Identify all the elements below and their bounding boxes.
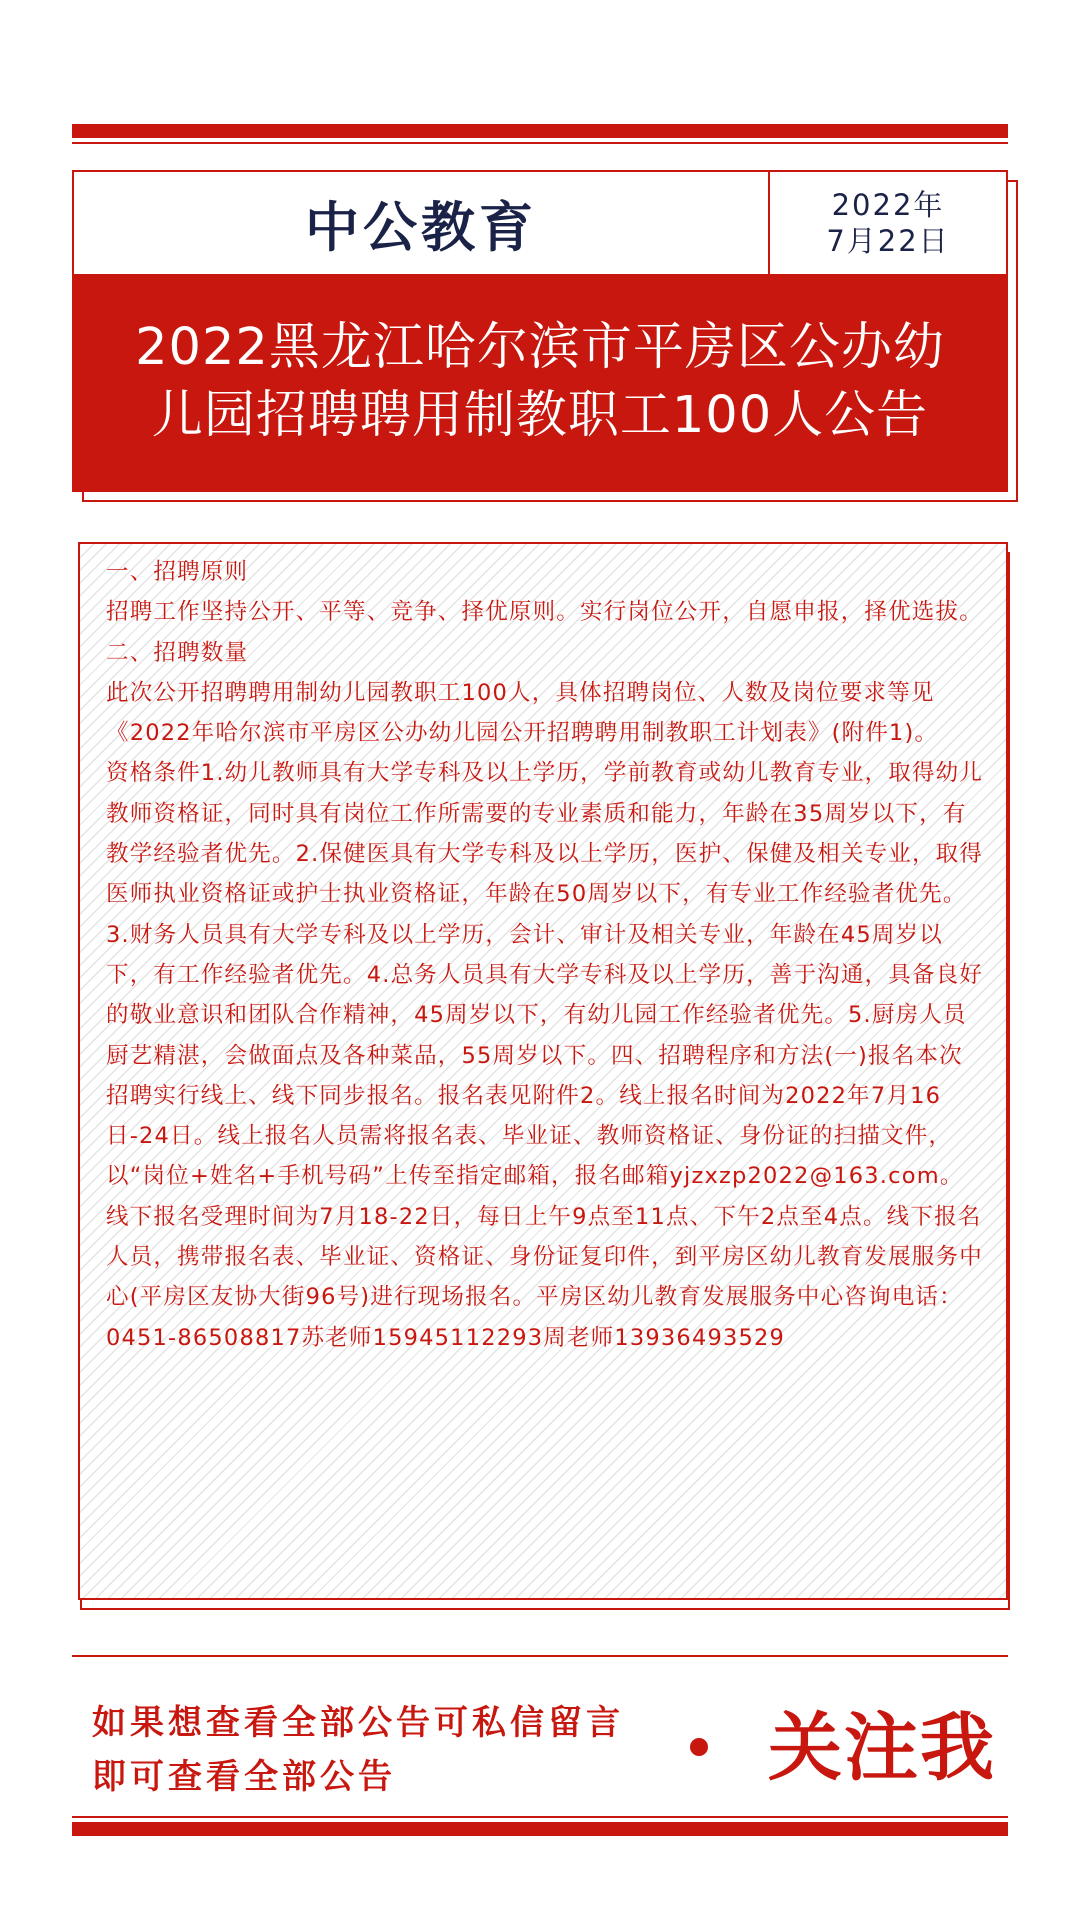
- follow-button[interactable]: 关注我: [768, 1705, 996, 1791]
- section-heading-quantity: 二、招聘数量: [106, 639, 249, 666]
- announcement-title: 2022黑龙江哈尔滨市平房区公办幼儿园招聘聘用制教职工100人公告: [135, 318, 945, 445]
- footer-note-line1: 如果想查看全部公告可私信留言: [92, 1703, 624, 1743]
- body-text: [106, 552, 986, 1358]
- footer-note: [92, 1696, 692, 1804]
- quantity-text: 此次公开招聘聘用制幼儿园教职工100人，具体招聘岗位、人数及岗位要求等见《2022年哈尔滨市平房区公办幼儿园公开招聘聘用制教职工计划表》(附件1)。: [106, 679, 939, 747]
- title-banner: [74, 274, 1006, 490]
- header-card: [72, 170, 1008, 492]
- principle-text: 招聘工作坚持公开、平等、竞争、择优原则。实行岗位公开，自愿申报，择优选拔。: [106, 599, 983, 626]
- brand-name: 中公教育: [305, 195, 537, 259]
- top-decor-bar: [72, 124, 1008, 138]
- section-heading-principle: 一、招聘原则: [106, 559, 249, 585]
- date-year: 2022年: [831, 188, 945, 222]
- date-month-day: 7月22日: [826, 224, 950, 258]
- qualification-text: 资格条件1.幼儿教师具有大学专科及以上学历，学前教育或幼儿教育专业，取得幼儿教师资格证，同时具有岗位工作所需要的专业素质和能力，年龄在35周岁以下，有教学经验者优先。2.保健医具有大学专科及以上学历，医护、保健及相关专业，取得医师执业资格证或护士执业资格证，年龄在50周岁以下，有专业工作经验者优先。3.财务人员具有大学专科及以上学历，会计、审计及相关专业，年龄在45周岁以下，有工作经验者优先。4.总务人员具有大学专科及以上学历，善于沟通，具备良好的敬业意识和团队合作精神，45周岁以下，有幼儿园工作经验者优先。5.厨房人员厨艺精湛，会做面点及各种菜品，55周岁以下。四、招聘程序和方法(一)报名本次招聘实行线上、线下同步报名。报名表见附件2。线上报名时间为2022年7月16日-24日。线上报名人员需将报名表、毕业证、教师资格证、身份证的扫描文件，以“岗位+姓名+手机号码”上传至指定邮箱，报名邮箱yjzxzp2022@163.com。线下报名受理时间为7月18-22日，每日上午9点至11点、下午2点至4点。线下报名人员，携带报名表、毕业证、资格证、身份证复印件，到平房区幼儿教育发展服务中心(平房区友协大街96号)进行现场报名。平房区幼儿教育发展服务中心咨询电话：0451-86508817苏老师15945112293周老师13936493529: [106, 760, 984, 1351]
- bullet-dot: [690, 1738, 708, 1756]
- bottom-decor-bar: [72, 1822, 1008, 1836]
- footer-note-line2: 即可查看全部公告: [92, 1757, 396, 1797]
- announcement-body: [78, 542, 1008, 1600]
- footer-divider: [72, 1655, 1008, 1657]
- publish-date: [768, 172, 1006, 274]
